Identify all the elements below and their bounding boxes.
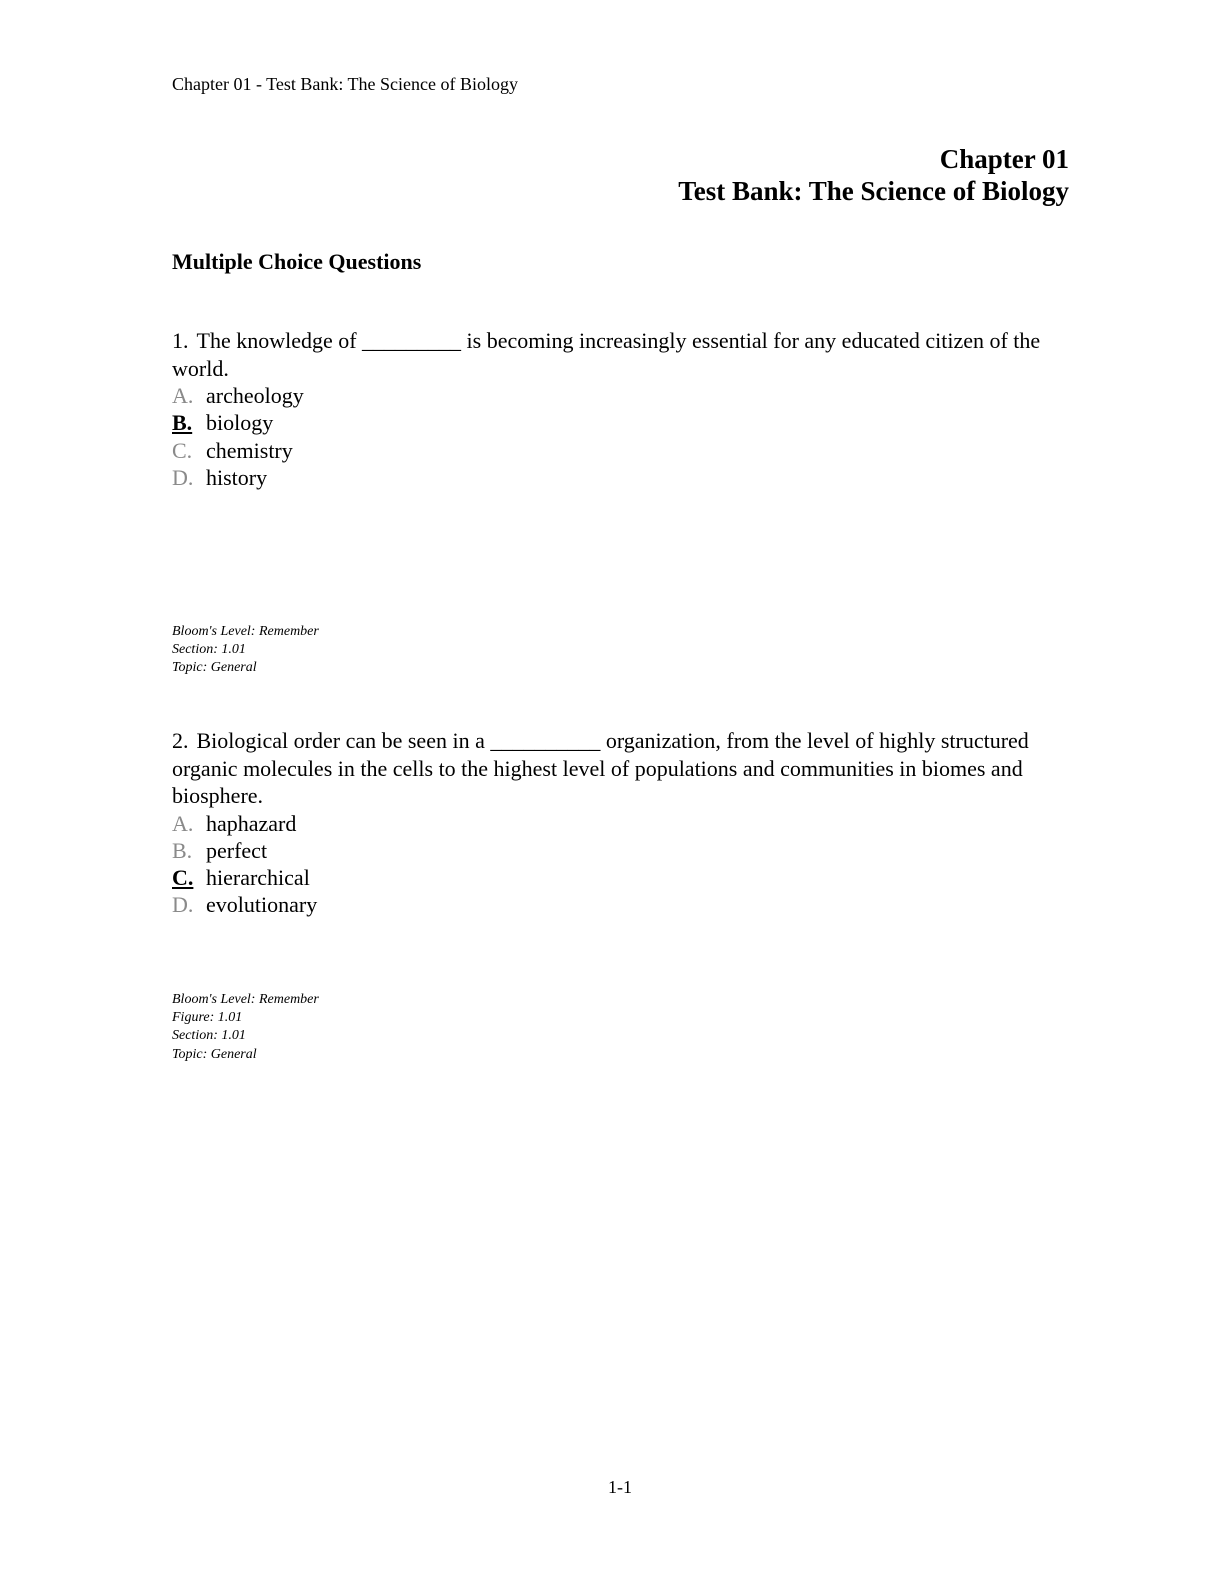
question-stem <box>172 327 1072 382</box>
option-c <box>172 437 1072 464</box>
option-letter: A. <box>172 383 194 408</box>
option-text: perfect <box>206 837 268 863</box>
question-number: 1. <box>172 328 189 353</box>
page-title <box>678 143 1069 207</box>
option-b <box>172 837 1072 864</box>
running-header: Chapter 01 - Test Bank: The Science of Biology <box>172 74 519 94</box>
option-text: history <box>206 464 268 490</box>
option-text: chemistry <box>206 437 293 463</box>
question-1 <box>172 327 1072 491</box>
option-letter: C. <box>172 437 193 463</box>
answer-options <box>172 810 1072 919</box>
question-1-metadata <box>172 623 319 678</box>
figure-ref: Figure: 1.01 <box>172 1010 243 1026</box>
option-text: haphazard <box>206 810 297 836</box>
option-letter: D. <box>172 892 194 918</box>
section-ref: Section: 1.01 <box>172 1028 246 1044</box>
question-stem <box>172 727 1072 810</box>
option-letter: B. <box>172 837 193 863</box>
option-d <box>172 464 1072 491</box>
question-2-metadata <box>172 991 319 1064</box>
question-2 <box>172 727 1072 919</box>
question-text: The knowledge of _________ is becoming increasingly essential for any educated citizen of the world. <box>172 328 1041 381</box>
option-d <box>172 891 1072 918</box>
option-letter: D. <box>172 464 194 490</box>
chapter-title: Chapter 01 <box>939 144 1069 174</box>
option-a <box>172 382 1072 409</box>
option-letter: A. <box>172 810 194 836</box>
option-text: evolutionary <box>206 892 318 918</box>
question-text: Biological order can be seen in a __________ organization, from the level of highly structured organic molecules in the cells to the highest level of populations and communities in biomes and biosphere. <box>172 728 1029 808</box>
answer-options <box>172 382 1072 491</box>
option-c-correct <box>172 864 1072 891</box>
option-text: hierarchical <box>206 865 310 891</box>
topic: Topic: General <box>172 660 257 676</box>
blooms-level: Bloom's Level: Remember <box>172 624 319 639</box>
section-ref: Section: 1.01 <box>172 642 246 658</box>
option-text: archeology <box>206 383 304 408</box>
question-number: 2. <box>172 728 189 753</box>
section-heading: Multiple Choice Questions <box>172 249 422 274</box>
option-b-correct <box>172 409 1072 436</box>
chapter-subtitle: Test Bank: The Science of Biology <box>678 176 1069 206</box>
option-letter: C. <box>172 865 194 891</box>
option-a <box>172 810 1072 837</box>
page-number: 1-1 <box>608 1477 632 1497</box>
blooms-level: Bloom's Level: Remember <box>172 992 319 1007</box>
option-text: biology <box>206 410 274 436</box>
option-letter: B. <box>172 410 193 436</box>
topic: Topic: General <box>172 1046 257 1062</box>
